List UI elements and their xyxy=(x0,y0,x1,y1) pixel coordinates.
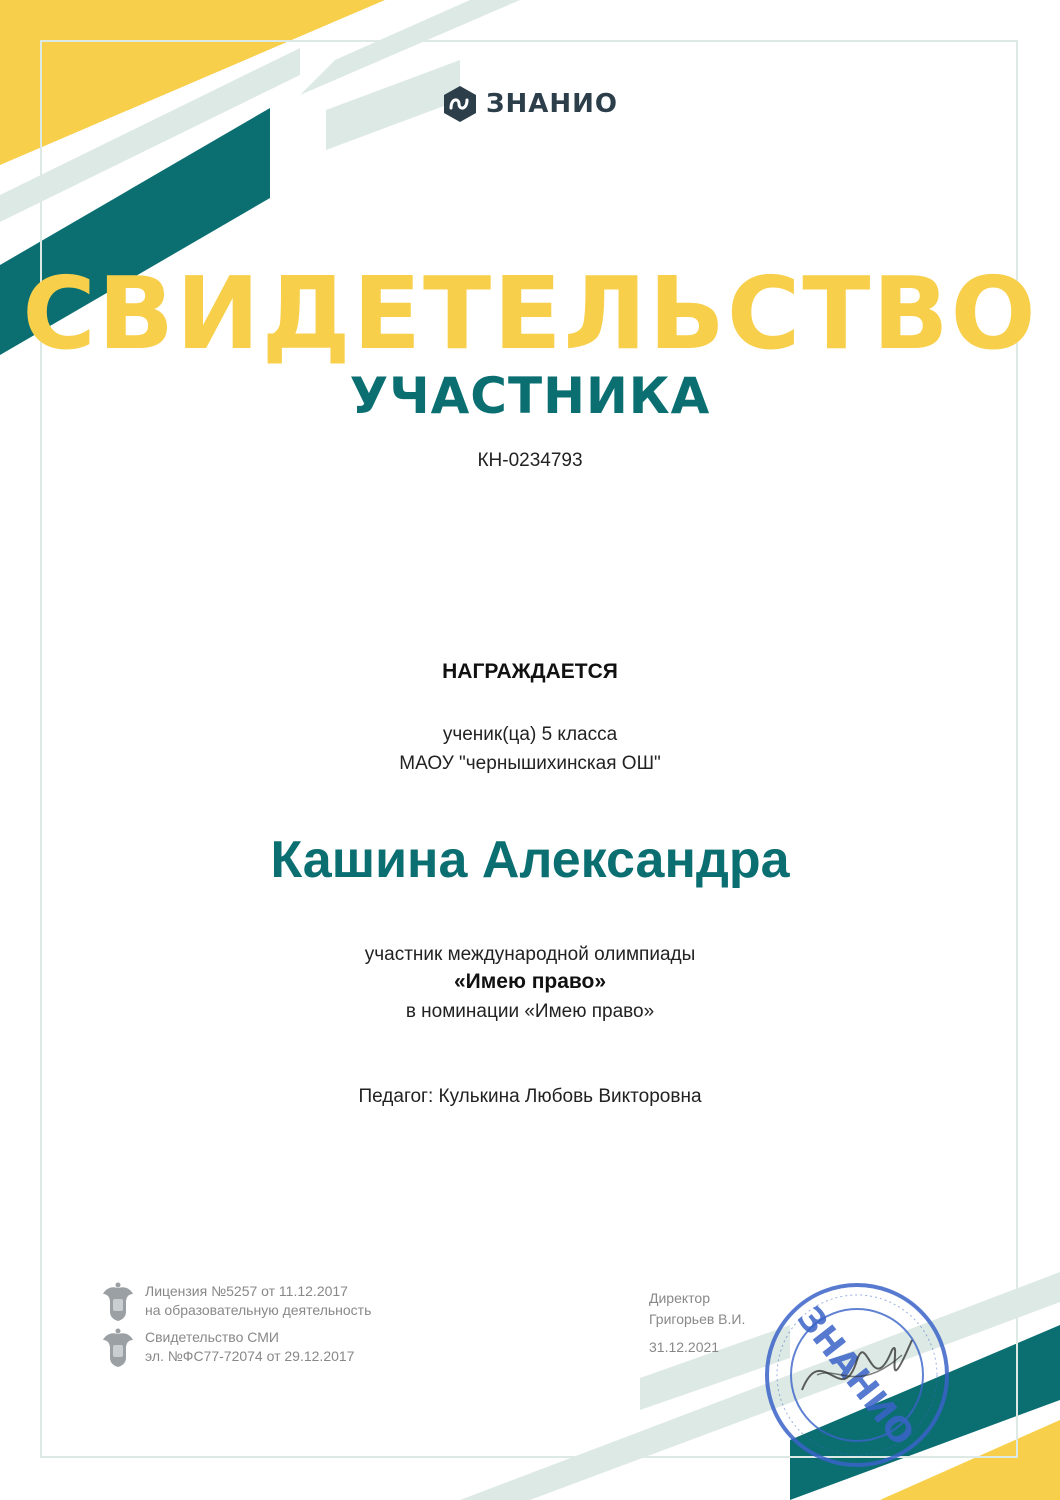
media-certificate-block xyxy=(100,1328,354,1368)
license-line-2: на образовательную деятельность xyxy=(145,1302,372,1318)
certificate-date: 31.12.2021 xyxy=(649,1339,720,1355)
coat-of-arms-icon xyxy=(100,1328,136,1368)
director-title: Директор xyxy=(649,1290,710,1306)
awarded-heading: НАГРАЖДАЕТСЯ xyxy=(442,660,618,683)
recipient-name: Кашина Александра xyxy=(270,831,790,889)
svg-text:ЗНАНИО: ЗНАНИО xyxy=(788,1299,922,1454)
student-grade: ученик(ца) 5 класса xyxy=(442,724,618,745)
certificate-number: КН-0234793 xyxy=(477,450,583,471)
media-line-2: эл. №ФС77-72074 от 29.12.2017 xyxy=(145,1348,355,1364)
teacher-name: Педагог: Кулькина Любовь Викторовна xyxy=(358,1086,702,1107)
certificate-title: СВИДЕТЕЛЬСТВО xyxy=(22,255,1038,372)
znanio-logo-icon xyxy=(440,84,480,124)
znanio-logo xyxy=(440,84,618,124)
license-block xyxy=(100,1282,371,1322)
license-line-1: Лицензия №5257 от 11.12.2017 xyxy=(145,1283,348,1299)
certificate-frame xyxy=(40,40,1018,1458)
certificate-subtitle: УЧАСТНИКА xyxy=(349,367,711,425)
company-stamp xyxy=(762,1280,952,1470)
logo-text: ЗНАНИО xyxy=(486,89,618,119)
nomination-text: в номинации «Имею право» xyxy=(405,1001,655,1022)
olympiad-name: «Имею право» xyxy=(453,970,607,993)
media-line-1: Свидетельство СМИ xyxy=(145,1329,279,1345)
coat-of-arms-icon xyxy=(100,1282,136,1322)
director-name: Григорьев В.И. xyxy=(649,1311,746,1327)
participation-text: участник международной олимпиады xyxy=(364,944,696,965)
school-name: МАОУ "чернышихинская ОШ" xyxy=(399,753,661,774)
